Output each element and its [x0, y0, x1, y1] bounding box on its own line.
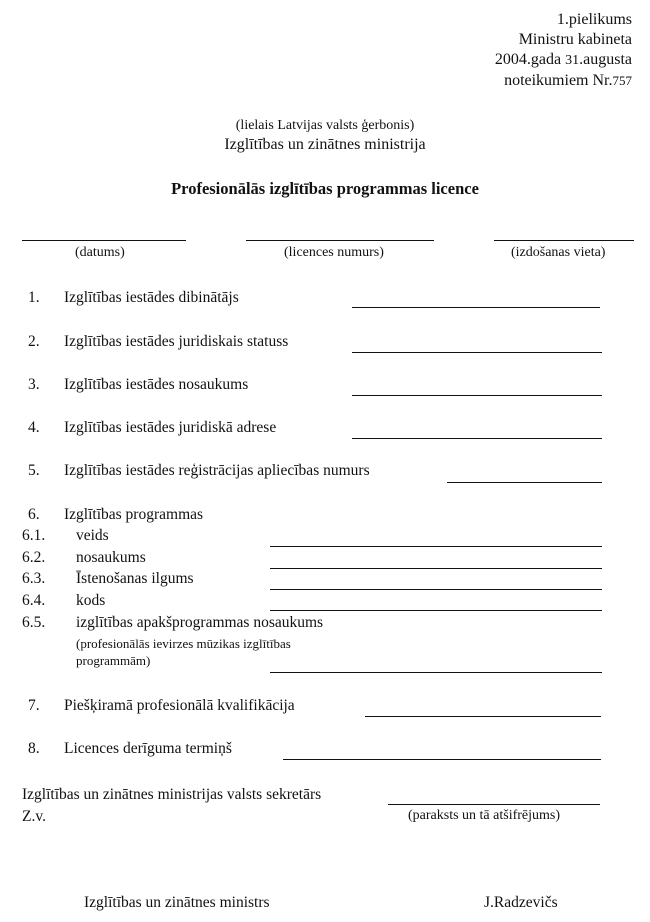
item-4-number: 4.: [28, 419, 40, 436]
regulation-date: 2004.gada 31.augusta: [494, 51, 632, 68]
item-2-number: 2.: [28, 333, 40, 350]
subitem-6-5-line[interactable]: [270, 672, 602, 673]
subitem-6-1-number: 6.1.: [22, 527, 46, 544]
subitem-6-2-label: nosaukums: [76, 549, 146, 566]
coat-of-arms-note: (lielais Latvijas valsts ģerbonis): [235, 118, 415, 133]
item-2-line[interactable]: [352, 352, 602, 353]
signature-line[interactable]: [388, 804, 600, 805]
regulation-number: noteikumiem Nr.757: [504, 72, 632, 89]
item-6-label: Izglītības programmas: [64, 506, 204, 523]
item-5-label: Izglītības iestādes reģistrācijas apliecības numurs: [64, 462, 370, 479]
subitem-6-3-label: Īstenošanas ilgums: [76, 570, 194, 587]
date-line[interactable]: [22, 240, 186, 241]
subitem-6-3-number: 6.3.: [22, 570, 46, 587]
subitem-6-4-label: kods: [76, 592, 106, 609]
subitem-6-1-label: veids: [76, 527, 109, 544]
regulation-day: 31: [565, 53, 580, 68]
minister-title: Izglītības un zinātnes ministrs: [84, 894, 270, 911]
item-8-line[interactable]: [283, 759, 601, 760]
subitem-6-5-label: izglītības apakšprogrammas nosaukums: [76, 614, 324, 631]
annex-header: [432, 10, 632, 91]
issue-place-line[interactable]: [494, 240, 634, 241]
subitem-6-2-line[interactable]: [270, 568, 602, 569]
item-7-line[interactable]: [365, 716, 601, 717]
subitem-6-5-number: 6.5.: [22, 614, 46, 631]
subitem-6-4-number: 6.4.: [22, 592, 46, 609]
ministry-name: Izglītības un zinātnes ministrija: [224, 136, 426, 153]
item-1-number: 1.: [28, 289, 40, 306]
item-1-label: Izglītības iestādes dibinātājs: [64, 289, 239, 306]
subitem-6-1-line[interactable]: [270, 546, 602, 547]
signature-label: (paraksts un tā atšifrējums): [408, 808, 561, 823]
document-title: Profesionālās izglītības programmas licence: [171, 179, 479, 198]
annex-label: 1.pielikums: [556, 11, 632, 28]
item-4-label: Izglītības iestādes juridiskā adrese: [64, 419, 277, 436]
item-1-line[interactable]: [352, 307, 600, 308]
subitem-6-5-note-line1: (profesionālās ievirzes mūzikas izglītības: [76, 636, 291, 651]
subitem-6-3-line[interactable]: [270, 589, 602, 590]
issue-place-label: (izdošanas vieta): [511, 245, 606, 260]
item-3-line[interactable]: [352, 395, 602, 396]
subitem-6-5-note-line2: programmām): [76, 653, 151, 668]
subitem-6-4-line[interactable]: [270, 610, 602, 611]
date-label: (datums): [75, 245, 125, 260]
cabinet-label: Ministru kabineta: [518, 31, 632, 48]
item-6-number: 6.: [28, 506, 40, 523]
seal-mark: Z.v.: [22, 808, 46, 825]
license-number-line[interactable]: [246, 240, 434, 241]
item-8-number: 8.: [28, 740, 40, 757]
item-7-label: Piešķiramā profesionālā kvalifikācija: [64, 697, 295, 714]
item-2-label: Izglītības iestādes juridiskais statuss: [64, 333, 289, 350]
secretary-title: Izglītības un zinātnes ministrijas valsts sekretārs: [22, 786, 322, 803]
minister-name: J.Radzevičs: [484, 894, 558, 911]
item-4-line[interactable]: [352, 438, 602, 439]
item-8-label: Licences derīguma termiņš: [64, 740, 232, 757]
item-3-label: Izglītības iestādes nosaukums: [64, 376, 249, 393]
item-3-number: 3.: [28, 376, 40, 393]
item-5-line[interactable]: [447, 482, 602, 483]
item-5-number: 5.: [28, 462, 40, 479]
subitem-6-2-number: 6.2.: [22, 549, 46, 566]
license-number-label: (licences numurs): [284, 245, 384, 260]
item-7-number: 7.: [28, 697, 40, 714]
